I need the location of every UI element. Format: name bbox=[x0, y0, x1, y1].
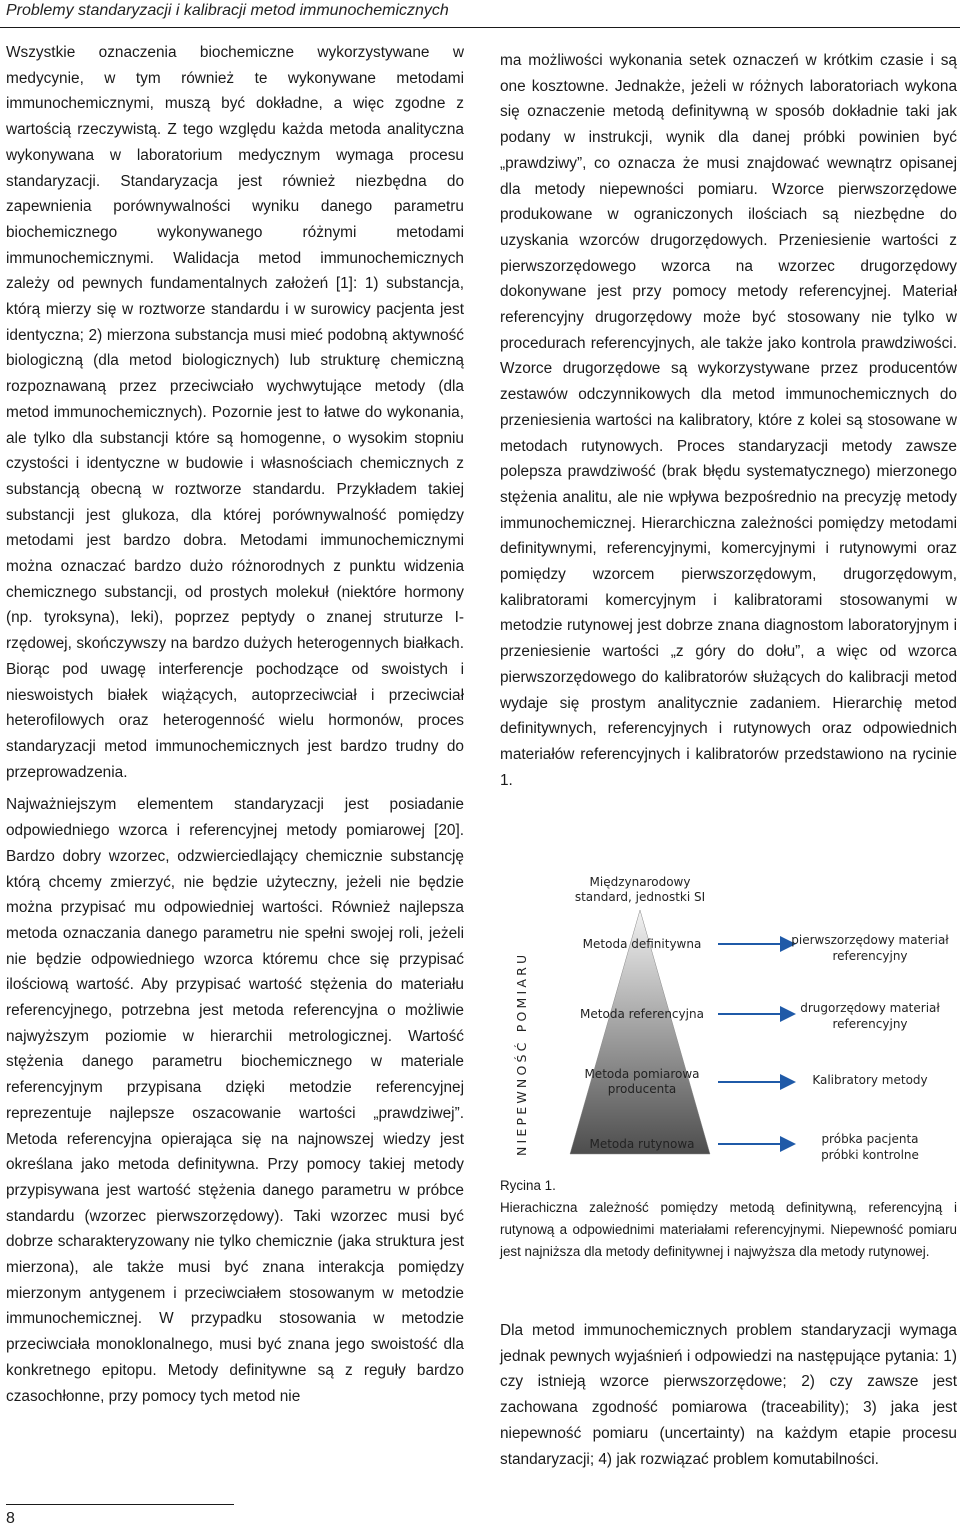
header-rule bbox=[0, 27, 960, 28]
footer-rule bbox=[6, 1504, 234, 1505]
material-label: próbka pacjenta bbox=[821, 1132, 919, 1146]
caption-title: Rycina 1. bbox=[500, 1178, 556, 1193]
material-label: pierwszorzędowy materiał bbox=[791, 933, 949, 947]
method-label: Metoda rutynowa bbox=[589, 1137, 695, 1151]
body-paragraph: Najważniejszym elementem standaryzacji jest posiadanie odpowiedniego wzorca i referencyjnej metody pomiarowej [20]. Bardzo dobry wzorzec, odzwierciedlający chemicznie substancję którą chcemy zmierzyć, nie będzie użyteczny, jeżeli nie będzie można przypisać mu odpowiedniej wartości. Również najlepsza metoda oznaczania danego parametru nie spełni swojej roli, jeżeli nie będzie odpowiedniego wzorca któremu chce się przypisać ilościową wartość. Aby przypisać wartość stężenia do materiału referencyjnego, potrzebna jest metoda referencyjna o możliwie najwyższym poziomie w hierarchii metrologicznej. Wartość stężenia danego parametru biochemicznego w materiale referencyjnym przypisana dzięki metodzie referencyjnej reprezentuje najlepsze oszacowanie wartości „prawdziwej”. Metoda referencyjna opierająca się na najnowszej wiedzy jest określana jako metoda definitywna. Przy pomocy takiej metody przypisywana jest wartość stężenia danego parametru w próbce standardu (wzorzec pierwszorzędowy). Taki wzorzec musi być dobrze scharakteryzowany nie tylko chemicznie (jaka struktura jest mierzona), ale także musi być znana interakcja pomiędzy mierzonym antygenem i przeciwciałem stosowanym w metodzie immunochemicznej. W przypadku stosowania w metodzie przeciwciała monoklonalnego, musi być znana jego swoistość dla konkretnego epitopu. Metody definitywne są z reguły bardzo czasochłonne, przy pomocy tych metod nie bbox=[6, 796, 464, 1405]
diagram-top-label: Międzynarodowy bbox=[589, 875, 691, 889]
running-header bbox=[0, 0, 960, 28]
method-label: producenta bbox=[607, 1082, 677, 1096]
body-paragraph: Wszystkie oznaczenia biochemiczne wykorzystywane w medycynie, w tym również te wykonywane metodami immunochemicznymi, muszą być dokładne, a więc zgodne z wartością rzeczywistą. Z tego względu każda metoda analityczna wykonywana w laboratorium medycznym wymaga procesu standaryzacji. Standaryzacja jest również niezbędna do zapewnienia porównywalności wyniku danego parametru biochemicznego wykonywanego różnymi metodami immunochemicznymi. Walidacja metod immunochemicznych zależy od pewnych fundamentalnych założeń [1]: 1) substancja, którą mierzy się w roztworze standardu i w surowicy pacjenta jest identyczna; 2) mierzona substancja musi mieć podobną aktywność biologiczną (dla metod biologicznych) lub strukturę chemiczną rozpoznawaną przez przeciwciało wychwytujące metody (dla metod immunochemicznych). Pozornie jest to łatwe do wykonania, ale tylko dla substancji które są homogenne, o wysokim stopniu czystości i identyczne w budowie i własnościach chemicznych z substancją obecną w roztworze standardu. Przykładem takiej substancji jest glukoza, dla której porównywalność pomiędzy metodami jest bardzo dobra. Metodami immunochemicznymi można oznaczać bardzo dużo różnorodnych z punktu widzenia chemicznego substancji, od prostych molekuł (niektóre hormony (np. tyroksyna), leki), poprzez peptydy o znanej struturze I-rzędowej, skończywszy na bardzo dużych heterogennych białkach. Biorąc pod uwagę interferencje pochodzące od swoistych i nieswoistych białek wiążących, autoprzeciwciał i przeciwciał heterofilowych oraz heterogenność wielu hormonów, proces standaryzacji metod immunochemicznych jest bardzo trudny do przeprowadzenia. bbox=[6, 44, 464, 781]
after-figure-paragraph: Dla metod immunochemicznych problem standaryzacji wymaga jednak pewnych wyjaśnień i odpowiedzi na następujące pytania: 1) czy istnieją wzorce pierwszorzędowe; 2) czy zawsze jest zachowana zgodność pomiarowa (traceability); 3) jaka jest niepewność pomiaru (uncertainty) na każdym etapie procesu standaryzacji; 4) jak rozwiązać problem komutabilności. bbox=[500, 1322, 957, 1468]
page-number: 8 bbox=[6, 1510, 15, 1527]
material-label: próbki kontrolne bbox=[821, 1148, 919, 1162]
body-paragraph: ma możliwości wykonania setek oznaczeń w krótkim czasie i są one kosztowne. Jednakże, jeżeli w różnych laboratoriach wykona się oznaczenie metodą definitywną w sposób dokładnie taki jak podany w instrukcji, wynik dla danej próbki powinien być „prawdziwy”, co oznacza że musi znajdować wewnątrz opisanej dla metody niepewności pomiaru. Wzorce pierwszorzędowe produkowane w ograniczonych ilościach są niezbędne do uzyskania wzorców drugorzędowych. Przeniesienie wartości z pierwszorzędowego wzorca na wzorzec drugorzędowy dokonywane jest przy pomocy metody referencyjnej. Materiał referencyjny drugorzędowy może być stosowany nie tylko w procedurach referencyjnych, ale także jako kontrola prawdziwości. Wzorce drugorzędowe są wykorzystywane przez producentów zestawów odczynnikowych dla metod immunochemicznych do przeniesienia wartości na kalibratory, które z kolei są stosowane w metodach rutynowych. Proces standaryzacji metody zawsze polepsza prawdziwość (brak błędu systematycznego) mierzonego stężenia analitu, ale nie wpływa bezpośrednio na precyzję metody immunochemicznej. Hierarchiczna zależności pomiędzy metodami definitywnymi, referencyjnymi, komercyjnymi i rutynowymi oraz pomiędzy wzorcem pierwszorzędowym, drugorzędowym, kalibratorami komercyjnym i kalibratorami stosowanymi w metodzie rutynowej jest dobrze znana diagnostom laboratoryjnym i przeniesienie wartości „z góry do dołu”, a więc od wzorca pierwszorzędowego do kalibratorów służących do kalibracji metod wydaje się prostym analitycznie zadaniem. Hierarchię metod definitywnych, referencyjnych i rutynowych oraz odpowiednich materiałów referencyjnych i kalibratorów przedstawiono na rycinie 1. bbox=[500, 52, 957, 789]
figure-caption bbox=[500, 1175, 957, 1263]
material-label: referencyjny bbox=[832, 1017, 908, 1031]
material-label: drugorzędowy materiał bbox=[800, 1001, 940, 1015]
running-title: Problemy standaryzacji i kalibracji metod immunochemicznych bbox=[6, 2, 449, 19]
caption-text: Hierachiczna zależność pomiędzy metodą definitywną, referencyjną i rutynową a odpowiednimi materiałami referencyjnymi. Niepewność pomiaru jest najniższa dla metody definitywnej i najwyższa dla metody rutynowej. bbox=[500, 1200, 957, 1259]
method-label: Metoda pomiarowa bbox=[584, 1067, 700, 1081]
diagram-top-label: standard, jednostki SI bbox=[574, 890, 706, 904]
material-label: referencyjny bbox=[832, 949, 908, 963]
material-label: Kalibratory metody bbox=[812, 1073, 928, 1087]
hierarchy-diagram bbox=[500, 866, 958, 1171]
right-column bbox=[500, 48, 957, 800]
method-label: Metoda definitywna bbox=[582, 937, 702, 951]
left-column bbox=[6, 40, 464, 1416]
method-label: Metoda referencyjna bbox=[580, 1007, 704, 1021]
diagram-vertical-label: NIEPEWNOŚĆ POMIARU bbox=[514, 951, 529, 1156]
figure-1 bbox=[500, 866, 958, 1171]
